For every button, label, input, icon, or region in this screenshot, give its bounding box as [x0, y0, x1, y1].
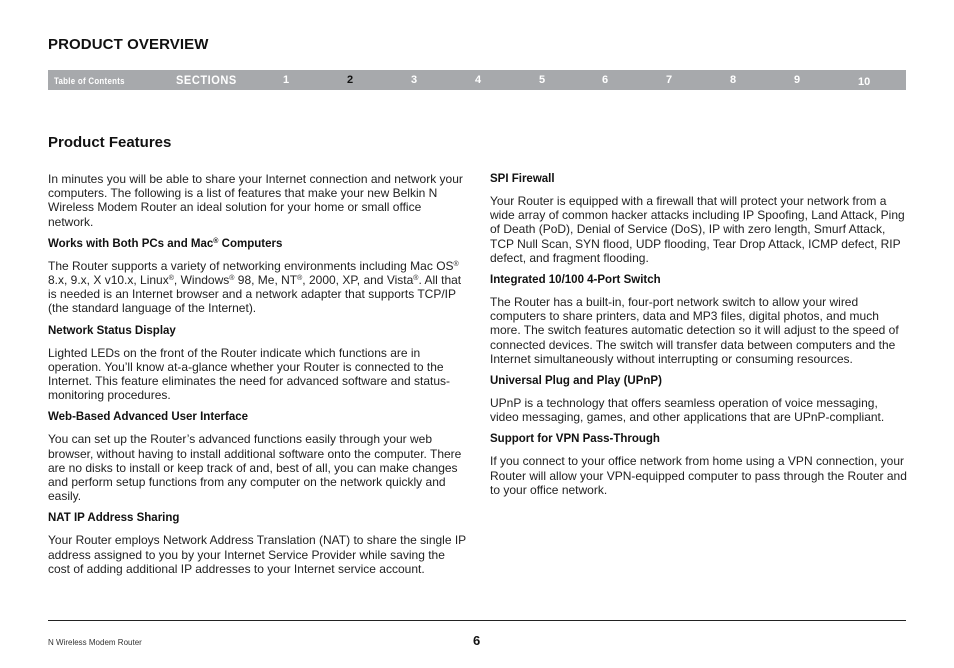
footer-divider: [48, 620, 906, 621]
section-nav-bar: [48, 70, 906, 90]
nav-section-10[interactable]: 10: [858, 76, 871, 88]
heading-text: Works with Both PCs and Mac: [48, 237, 214, 250]
nav-section-2[interactable]: 2: [347, 74, 354, 86]
feature-heading-nat: NAT IP Address Sharing: [48, 512, 180, 525]
body-text: , Windows: [173, 273, 230, 288]
feature-heading-spi-firewall: SPI Firewall: [490, 173, 555, 185]
body-text: 98, Me, NT: [234, 273, 298, 288]
nav-section-4[interactable]: 4: [475, 74, 482, 86]
section-title: Product Features: [48, 134, 172, 151]
feature-body-network-status: Lighted LEDs on the front of the Router indicate which functions are in operation. You’ll know at-a-glance whether your Router is connected to the Internet. This feature eliminates the need for advanced software and status-monitoring procedures.: [48, 345, 451, 403]
feature-heading-switch: Integrated 10/100 4-Port Switch: [490, 274, 661, 287]
table-of-contents-link[interactable]: Table of Contents: [54, 76, 125, 86]
heading-text: Computers: [218, 237, 283, 250]
nav-section-8[interactable]: 8: [730, 74, 737, 86]
feature-body-pc-mac: [48, 259, 466, 316]
feature-body-spi-firewall: Your Router is equipped with a firewall that will protect your network from a wide array of common hacker attacks including IP Spoofing, Land Attack, Ping of Death (PoD), Denial of Service (DoS), IP with zero length, Smurf Attack, TCP Null Scan, SYN flood, UDP flooding, Tear Drop Attack, ICMP defect, RIP defect, and fragment flooding.: [490, 194, 905, 265]
feature-body-switch: The Router has a built-in, four-port network switch to allow your wired computers to share printers, data and MP3 files, digital photos, and much more. The switch features automatic detection so it will adjust to the speed of connected devices. The switch will transfer data between computers and the Internet simultaneously without interrupting or consuming resources.: [490, 295, 899, 366]
footer-product-name: N Wireless Modem Router: [48, 638, 142, 647]
page-number: 6: [473, 633, 481, 648]
registered-mark: ®: [413, 275, 419, 283]
registered-mark: ®: [168, 275, 174, 283]
page-header-title: PRODUCT OVERVIEW: [48, 36, 209, 53]
intro-paragraph: In minutes you will be able to share your Internet connection and network your computers. The following is a list of features that make your new Belkin N Wireless Modem Router an ideal solution for your home or small office network.: [48, 172, 463, 229]
registered-mark: ®: [453, 260, 459, 268]
feature-heading-upnp: Universal Plug and Play (UPnP): [490, 375, 662, 388]
feature-body-nat: Your Router employs Network Address Translation (NAT) to share the single IP address assigned to you by your Internet Service Provider while saving the cost of adding additional IP addresses to your Internet service account.: [48, 533, 466, 576]
body-text: The Router supports a variety of networking environments including Mac OS: [48, 258, 454, 273]
nav-section-6[interactable]: 6: [602, 74, 609, 86]
feature-body-upnp: UPnP is a technology that offers seamless operation of voice messaging, video messaging, games, and other applications that are UPnP-compliant.: [490, 396, 885, 425]
feature-heading-web-ui: Web-Based Advanced User Interface: [48, 411, 249, 424]
body-text: . All that is needed is an Internet browser and a network adapter that supports TCP/IP (the standard language of the Internet).: [48, 273, 462, 316]
nav-section-3[interactable]: 3: [411, 74, 418, 86]
nav-section-1[interactable]: 1: [283, 74, 290, 86]
left-column: [48, 172, 466, 576]
feature-heading-vpn: Support for VPN Pass-Through: [490, 433, 660, 446]
nav-section-7[interactable]: 7: [666, 74, 673, 86]
nav-section-5[interactable]: 5: [539, 74, 546, 86]
registered-mark: ®: [297, 275, 303, 283]
registered-mark: ®: [213, 237, 219, 245]
nav-section-9[interactable]: 9: [794, 74, 801, 86]
sections-label: SECTIONS: [176, 73, 237, 87]
feature-heading-network-status: Network Status Display: [48, 324, 176, 337]
registered-mark: ®: [229, 275, 235, 283]
right-column: [490, 172, 908, 497]
feature-heading-pc-mac: [48, 237, 466, 251]
feature-body-web-ui: You can set up the Router’s advanced functions easily through your web browser, without having to install additional software onto the computer. There are no disks to install or keep track of and, best of all, you can make changes and perform setup functions from any computer on the network quickly and easily.: [48, 432, 462, 504]
body-text: , 2000, XP, and Vista: [302, 273, 414, 288]
feature-body-vpn: If you connect to your office network from home using a VPN connection, your Router will allow your VPN-equipped computer to pass through the Router and to your office network.: [490, 454, 907, 497]
body-text: 8.x, 9.x, X v10.x, Linux: [48, 273, 169, 288]
